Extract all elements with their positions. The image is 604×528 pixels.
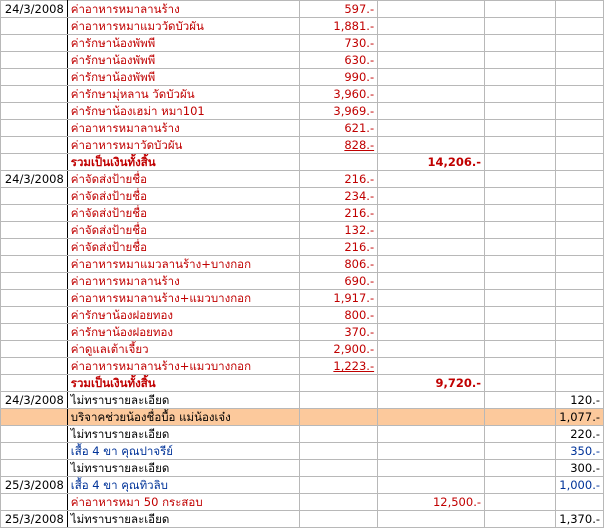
amount-cell[interactable]: 1,881.- <box>300 18 378 35</box>
date-cell[interactable] <box>1 273 68 290</box>
income-cell[interactable] <box>556 103 604 120</box>
description-cell[interactable]: ค่าอาหารหมาวัดบัวผัน <box>67 137 299 154</box>
table-row <box>1 35 604 52</box>
amount-cell[interactable]: 597.- <box>300 1 378 18</box>
income-cell[interactable] <box>556 205 604 222</box>
table-row <box>1 239 604 256</box>
income-cell[interactable] <box>556 222 604 239</box>
description-cell[interactable]: ค่ารักษาน้องพัพพี <box>67 35 299 52</box>
income-cell[interactable] <box>556 290 604 307</box>
sheet-body <box>1 1 604 528</box>
total-cell[interactable] <box>378 86 485 103</box>
table-row <box>1 273 604 290</box>
extra-cell[interactable] <box>485 256 556 273</box>
date-cell[interactable] <box>1 426 68 443</box>
description-cell[interactable]: ไม่ทราบรายละเอียด <box>67 426 299 443</box>
amount-cell[interactable]: 630.- <box>300 52 378 69</box>
table-row <box>1 477 604 494</box>
table-row <box>1 511 604 528</box>
extra-cell[interactable] <box>485 1 556 18</box>
total-cell[interactable] <box>378 222 485 239</box>
date-cell[interactable] <box>1 443 68 460</box>
extra-cell[interactable] <box>485 239 556 256</box>
amount-cell[interactable] <box>300 477 378 494</box>
total-cell[interactable] <box>378 171 485 188</box>
total-cell[interactable] <box>378 324 485 341</box>
table-row <box>1 18 604 35</box>
income-cell[interactable] <box>556 341 604 358</box>
extra-cell[interactable] <box>485 511 556 528</box>
description-cell[interactable]: รวมเป็นเงินทั้งสิ้น <box>67 154 299 171</box>
amount-cell[interactable]: 216.- <box>300 171 378 188</box>
table-row <box>1 341 604 358</box>
extra-cell[interactable] <box>485 375 556 392</box>
extra-cell[interactable] <box>485 443 556 460</box>
total-cell[interactable] <box>378 1 485 18</box>
date-cell[interactable] <box>1 154 68 171</box>
income-cell[interactable] <box>556 307 604 324</box>
income-cell[interactable] <box>556 256 604 273</box>
total-cell[interactable] <box>378 18 485 35</box>
description-cell[interactable]: ค่าอาหารหมาลานร้าง+แมวบางกอก <box>67 290 299 307</box>
total-cell[interactable] <box>378 477 485 494</box>
total-cell[interactable] <box>378 409 485 426</box>
extra-cell[interactable] <box>485 103 556 120</box>
date-cell[interactable] <box>1 460 68 477</box>
description-cell[interactable]: ค่ารักษาน้องฝอยทอง <box>67 307 299 324</box>
description-cell[interactable]: ค่าจัดส่งป้ายชื่อ <box>67 239 299 256</box>
date-cell[interactable]: 25/3/2008 <box>1 511 68 528</box>
income-cell[interactable] <box>556 273 604 290</box>
total-cell[interactable] <box>378 511 485 528</box>
date-cell[interactable] <box>1 86 68 103</box>
extra-cell[interactable] <box>485 137 556 154</box>
total-cell[interactable]: 12,500.- <box>378 494 485 511</box>
description-cell[interactable]: ค่าอาหารหมาแมววัดบัวผัน <box>67 18 299 35</box>
income-cell[interactable] <box>556 120 604 137</box>
table-row <box>1 171 604 188</box>
amount-cell[interactable]: 2,900.- <box>300 341 378 358</box>
total-cell[interactable] <box>378 290 485 307</box>
income-cell[interactable] <box>556 18 604 35</box>
date-cell[interactable] <box>1 324 68 341</box>
extra-cell[interactable] <box>485 188 556 205</box>
description-cell[interactable]: รวมเป็นเงินทั้งสิ้น <box>67 375 299 392</box>
date-cell[interactable] <box>1 18 68 35</box>
total-cell[interactable] <box>378 52 485 69</box>
table-row <box>1 426 604 443</box>
amount-cell[interactable]: 990.- <box>300 69 378 86</box>
date-cell[interactable] <box>1 35 68 52</box>
description-cell[interactable]: ไม่ทราบรายละเอียด <box>67 392 299 409</box>
extra-cell[interactable] <box>485 494 556 511</box>
date-cell[interactable] <box>1 256 68 273</box>
amount-cell[interactable]: 806.- <box>300 256 378 273</box>
date-cell[interactable] <box>1 52 68 69</box>
table-row <box>1 443 604 460</box>
extra-cell[interactable] <box>485 69 556 86</box>
table-row <box>1 69 604 86</box>
description-cell[interactable]: ค่าอาหารหมาลานร้าง <box>67 1 299 18</box>
table-row <box>1 205 604 222</box>
extra-cell[interactable] <box>485 341 556 358</box>
date-cell[interactable] <box>1 103 68 120</box>
income-cell[interactable] <box>556 69 604 86</box>
total-cell[interactable] <box>378 307 485 324</box>
table-row <box>1 375 604 392</box>
income-cell[interactable] <box>556 494 604 511</box>
table-row <box>1 222 604 239</box>
table-row <box>1 358 604 375</box>
income-cell[interactable] <box>556 375 604 392</box>
income-cell[interactable] <box>556 358 604 375</box>
extra-cell[interactable] <box>485 460 556 477</box>
amount-cell[interactable]: 1,917.- <box>300 290 378 307</box>
income-cell[interactable] <box>556 1 604 18</box>
table-row <box>1 188 604 205</box>
total-cell[interactable] <box>378 103 485 120</box>
date-cell[interactable] <box>1 290 68 307</box>
amount-cell[interactable]: 370.- <box>300 324 378 341</box>
description-cell[interactable]: ค่ารักษาน้องเฮม่า หมา101 <box>67 103 299 120</box>
total-cell[interactable] <box>378 239 485 256</box>
income-cell[interactable] <box>556 154 604 171</box>
income-cell[interactable] <box>556 324 604 341</box>
income-cell[interactable]: 1,077.- <box>556 409 604 426</box>
income-cell[interactable]: 1,370.- <box>556 511 604 528</box>
description-cell[interactable]: ค่ารักษามุ่หลาน วัดบัวผัน <box>67 86 299 103</box>
table-row <box>1 409 604 426</box>
amount-cell[interactable]: 3,969.- <box>300 103 378 120</box>
description-cell[interactable]: ค่าอาหารหมา 50 กระสอบ <box>67 494 299 511</box>
table-row <box>1 103 604 120</box>
income-cell[interactable]: 1,000.- <box>556 477 604 494</box>
extra-cell[interactable] <box>485 86 556 103</box>
date-cell[interactable] <box>1 409 68 426</box>
income-cell[interactable] <box>556 188 604 205</box>
extra-cell[interactable] <box>485 18 556 35</box>
description-cell[interactable]: ค่าดูแลเต้าเจี้ยว <box>67 341 299 358</box>
extra-cell[interactable] <box>485 52 556 69</box>
table-row <box>1 256 604 273</box>
income-cell[interactable]: 220.- <box>556 426 604 443</box>
amount-cell[interactable] <box>300 511 378 528</box>
income-cell[interactable] <box>556 137 604 154</box>
extra-cell[interactable] <box>485 273 556 290</box>
total-cell[interactable] <box>378 460 485 477</box>
amount-cell[interactable] <box>300 426 378 443</box>
amount-cell[interactable]: 730.- <box>300 35 378 52</box>
amount-cell[interactable] <box>300 154 378 171</box>
date-cell[interactable] <box>1 188 68 205</box>
total-cell[interactable] <box>378 273 485 290</box>
amount-cell[interactable] <box>300 460 378 477</box>
income-cell[interactable] <box>556 52 604 69</box>
table-row <box>1 307 604 324</box>
date-cell[interactable] <box>1 307 68 324</box>
amount-cell[interactable]: 690.- <box>300 273 378 290</box>
total-cell[interactable] <box>378 137 485 154</box>
table-row <box>1 460 604 477</box>
table-row <box>1 392 604 409</box>
amount-cell[interactable] <box>300 392 378 409</box>
description-cell[interactable]: เสื้อ 4 ขา คุณปาจรีย์ <box>67 443 299 460</box>
extra-cell[interactable] <box>485 358 556 375</box>
description-cell[interactable]: ไม่ทราบรายละเอียด <box>67 511 299 528</box>
total-cell[interactable] <box>378 426 485 443</box>
date-cell[interactable]: 24/3/2008 <box>1 1 68 18</box>
description-cell[interactable]: ค่ารักษาน้องฝอยทอง <box>67 324 299 341</box>
description-cell[interactable]: ค่าอาหารหมาลานร้าง <box>67 120 299 137</box>
total-cell[interactable] <box>378 341 485 358</box>
extra-cell[interactable] <box>485 426 556 443</box>
amount-cell[interactable]: 132.- <box>300 222 378 239</box>
date-cell[interactable] <box>1 341 68 358</box>
extra-cell[interactable] <box>485 205 556 222</box>
description-cell[interactable]: ค่าจัดส่งป้ายชื่อ <box>67 222 299 239</box>
description-cell[interactable]: บริจาคช่วยน้องชื่อบื้อ แม่น้องเจ๋ง <box>67 409 299 426</box>
date-cell[interactable] <box>1 239 68 256</box>
total-cell[interactable] <box>378 69 485 86</box>
amount-cell[interactable] <box>300 409 378 426</box>
description-cell[interactable]: ไม่ทราบรายละเอียด <box>67 460 299 477</box>
date-cell[interactable] <box>1 358 68 375</box>
date-cell[interactable] <box>1 205 68 222</box>
income-cell[interactable] <box>556 35 604 52</box>
total-cell[interactable] <box>378 358 485 375</box>
description-cell[interactable]: ค่าอาหารหมาลานร้าง <box>67 273 299 290</box>
table-row <box>1 137 604 154</box>
total-cell[interactable]: 9,720.- <box>378 375 485 392</box>
description-cell[interactable]: ค่าอาหารหมาลานร้าง+แมวบางกอก <box>67 358 299 375</box>
date-cell[interactable] <box>1 137 68 154</box>
table-row <box>1 52 604 69</box>
amount-cell[interactable]: 216.- <box>300 205 378 222</box>
extra-cell[interactable] <box>485 290 556 307</box>
amount-cell[interactable]: 621.- <box>300 120 378 137</box>
table-row <box>1 86 604 103</box>
amount-cell[interactable] <box>300 494 378 511</box>
total-cell[interactable] <box>378 35 485 52</box>
description-cell[interactable]: ค่าอาหารหมาแมวลานร้าง+บางกอก <box>67 256 299 273</box>
description-cell[interactable]: ค่าจัดส่งป้ายชื่อ <box>67 188 299 205</box>
date-cell[interactable] <box>1 69 68 86</box>
total-cell[interactable] <box>378 205 485 222</box>
total-cell[interactable] <box>378 256 485 273</box>
table-row <box>1 290 604 307</box>
table-row <box>1 1 604 18</box>
income-cell[interactable] <box>556 171 604 188</box>
date-cell[interactable] <box>1 120 68 137</box>
amount-cell[interactable]: 1,223.- <box>300 358 378 375</box>
income-cell[interactable] <box>556 86 604 103</box>
description-cell[interactable]: เสื้อ 4 ขา คุณทิวลิบ <box>67 477 299 494</box>
amount-cell[interactable]: 3,960.- <box>300 86 378 103</box>
date-cell[interactable] <box>1 222 68 239</box>
total-cell[interactable] <box>378 392 485 409</box>
date-cell[interactable]: 24/3/2008 <box>1 392 68 409</box>
income-cell[interactable] <box>556 239 604 256</box>
date-cell[interactable]: 24/3/2008 <box>1 171 68 188</box>
extra-cell[interactable] <box>485 324 556 341</box>
extra-cell[interactable] <box>485 154 556 171</box>
amount-cell[interactable]: 828.- <box>300 137 378 154</box>
amount-cell[interactable]: 216.- <box>300 239 378 256</box>
extra-cell[interactable] <box>485 171 556 188</box>
income-cell[interactable]: 300.- <box>556 460 604 477</box>
description-cell[interactable]: ค่าจัดส่งป้ายชื่อ <box>67 171 299 188</box>
date-cell[interactable]: 25/3/2008 <box>1 477 68 494</box>
amount-cell[interactable] <box>300 443 378 460</box>
total-cell[interactable] <box>378 443 485 460</box>
extra-cell[interactable] <box>485 120 556 137</box>
amount-cell[interactable]: 800.- <box>300 307 378 324</box>
description-cell[interactable]: ค่าจัดส่งป้ายชื่อ <box>67 205 299 222</box>
extra-cell[interactable] <box>485 307 556 324</box>
extra-cell[interactable] <box>485 35 556 52</box>
extra-cell[interactable] <box>485 477 556 494</box>
total-cell[interactable]: 14,206.- <box>378 154 485 171</box>
table-row <box>1 154 604 171</box>
table-row <box>1 494 604 511</box>
description-cell[interactable]: ค่ารักษาน้องพัพพี <box>67 69 299 86</box>
income-cell[interactable]: 350.- <box>556 443 604 460</box>
amount-cell[interactable] <box>300 375 378 392</box>
total-cell[interactable] <box>378 188 485 205</box>
table-row <box>1 324 604 341</box>
amount-cell[interactable]: 234.- <box>300 188 378 205</box>
date-cell[interactable] <box>1 375 68 392</box>
income-cell[interactable]: 120.- <box>556 392 604 409</box>
description-cell[interactable]: ค่ารักษาน้องพัพพี <box>67 52 299 69</box>
extra-cell[interactable] <box>485 222 556 239</box>
total-cell[interactable] <box>378 120 485 137</box>
date-cell[interactable] <box>1 494 68 511</box>
extra-cell[interactable] <box>485 409 556 426</box>
extra-cell[interactable] <box>485 392 556 409</box>
table-row <box>1 120 604 137</box>
